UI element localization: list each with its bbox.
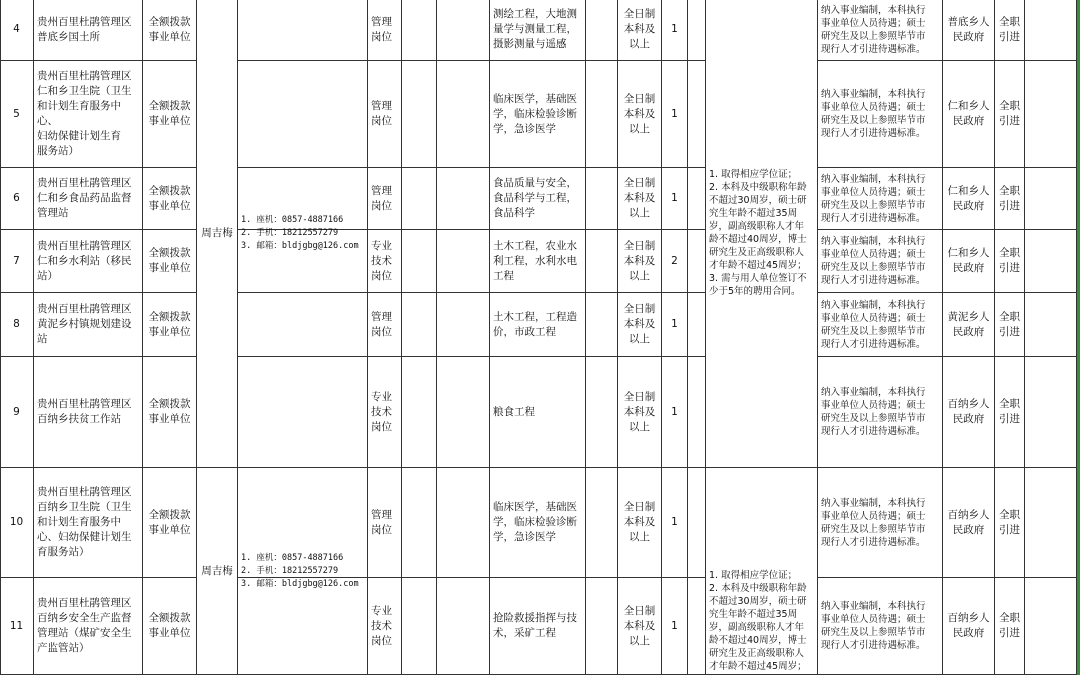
empty-cell	[402, 468, 437, 578]
empty-cell	[1025, 357, 1077, 468]
major-requirement: 临床医学，基础医 学，临床检验诊断 学，急诊医学	[490, 468, 586, 578]
empty-cell	[586, 578, 618, 675]
post-category: 专业 技术 岗位	[368, 578, 402, 675]
education-requirement: 全日制 本科及 以上	[618, 578, 662, 675]
post-category: 专业 技术 岗位	[368, 357, 402, 468]
responsible-department: 普底乡人 民政府	[943, 0, 995, 61]
education-requirement: 全日制 本科及 以上	[618, 357, 662, 468]
empty-cell	[1025, 293, 1077, 357]
education-requirement: 全日制 本科及 以上	[618, 0, 662, 61]
empty-cell	[402, 230, 437, 293]
recruit-method: 全职 引进	[995, 230, 1025, 293]
empty-cell	[402, 0, 437, 61]
empty-cell	[437, 61, 490, 168]
row-number: 11	[0, 578, 34, 675]
responsible-department: 百纳乡人 民政府	[943, 578, 995, 675]
employer-unit: 贵州百里杜鹃管理区 普底乡国土所	[34, 0, 143, 61]
empty-cell	[688, 230, 706, 293]
empty-cell	[1025, 230, 1077, 293]
empty-cell	[688, 468, 706, 578]
major-requirement: 临床医学，基础医 学，临床检验诊断 学，急诊医学	[490, 61, 586, 168]
education-requirement: 全日制 本科及 以上	[618, 230, 662, 293]
major-requirement: 食品质量与安全， 食品科学与工程， 食品科学	[490, 168, 586, 230]
empty-cell	[586, 468, 618, 578]
empty-cell	[437, 168, 490, 230]
empty-cell	[1025, 61, 1077, 168]
table-left-border	[0, 0, 1, 675]
unit-type: 全额拨款 事业单位	[143, 357, 197, 468]
empty-cell	[586, 293, 618, 357]
major-requirement: 抢险救援指挥与技 术，采矿工程	[490, 578, 586, 675]
empty-cell	[1025, 168, 1077, 230]
empty-cell	[1025, 0, 1077, 61]
responsible-department: 黄泥乡人 民政府	[943, 293, 995, 357]
empty-cell	[586, 168, 618, 230]
recruit-method: 全职 引进	[995, 168, 1025, 230]
post-category: 专业 技术 岗位	[368, 230, 402, 293]
post-category: 管理 岗位	[368, 168, 402, 230]
row-number: 4	[0, 0, 34, 61]
recruit-count: 1	[662, 168, 688, 230]
recruit-method: 全职 引进	[995, 61, 1025, 168]
empty-cell	[688, 357, 706, 468]
row-number: 7	[0, 230, 34, 293]
empty-cell	[688, 0, 706, 61]
empty-cell	[1025, 468, 1077, 578]
treatment-terms: 纳入事业编制，本科执行 事业单位人员待遇；硕士 研究生及以上参照毕节市 现行人才引进待遇标准。	[818, 468, 943, 578]
empty-cell	[437, 357, 490, 468]
recruit-count: 1	[662, 293, 688, 357]
unit-type: 全额拨款 事业单位	[143, 468, 197, 578]
recruit-count: 1	[662, 0, 688, 61]
contact-details: 1. 座机：0857-4887166 2. 手机：18212557279 3. 邮箱：bldjgbg@126.com	[238, 468, 368, 675]
treatment-terms: 纳入事业编制，本科执行 事业单位人员待遇；硕士 研究生及以上参照毕节市 现行人才引进待遇标准。	[818, 578, 943, 675]
applicant-requirements: 1. 取得相应学位证； 2. 本科及中级职称年龄 不超过30周岁，硕士研 究生年龄不超过35周 岁，副高级职称人才年 龄不超过40周岁，博士 研究生及正高级职称人 才年龄不超过45周岁； 3. 需与用人单位签订不 少于5年的聘用合同。	[706, 0, 818, 468]
recruit-count: 2	[662, 230, 688, 293]
empty-cell	[402, 61, 437, 168]
empty-cell	[586, 230, 618, 293]
empty-cell	[402, 357, 437, 468]
employer-unit: 贵州百里杜鹃管理区 仁和乡卫生院（卫生 和计划生育服务中心、 妇幼保健计划生育 服务站）	[34, 61, 143, 168]
treatment-terms: 纳入事业编制，本科执行 事业单位人员待遇；硕士 研究生及以上参照毕节市 现行人才引进待遇标准。	[818, 61, 943, 168]
recruit-count: 1	[662, 468, 688, 578]
applicant-requirements: 1. 取得相应学位证； 2. 本科及中级职称年龄 不超过30周岁，硕士研 究生年龄不超过35周 岁，副高级职称人才年 龄不超过40周岁，博士 研究生及正高级职称人 才年龄不超过45周岁；	[706, 468, 818, 675]
employer-unit: 贵州百里杜鹃管理区 仁和乡水利站（移民 站）	[34, 230, 143, 293]
major-requirement: 土木工程，工程造 价，市政工程	[490, 293, 586, 357]
responsible-department: 百纳乡人 民政府	[943, 468, 995, 578]
employer-unit: 贵州百里杜鹃管理区 百纳乡安全生产监督 管理站（煤矿安全生 产监管站）	[34, 578, 143, 675]
post-category: 管理 岗位	[368, 293, 402, 357]
recruit-count: 1	[662, 61, 688, 168]
empty-cell	[688, 168, 706, 230]
responsible-department: 仁和乡人 民政府	[943, 168, 995, 230]
empty-cell	[437, 230, 490, 293]
recruit-count: 1	[662, 578, 688, 675]
education-requirement: 全日制 本科及 以上	[618, 468, 662, 578]
recruit-method: 全职 引进	[995, 357, 1025, 468]
contact-person: 周吉梅	[197, 468, 238, 675]
treatment-terms: 纳入事业编制，本科执行 事业单位人员待遇；硕士 研究生及以上参照毕节市 现行人才引进待遇标准。	[818, 168, 943, 230]
post-category: 管理 岗位	[368, 468, 402, 578]
row-number: 10	[0, 468, 34, 578]
major-requirement: 测绘工程，大地测 量学与测量工程， 摄影测量与遥感	[490, 0, 586, 61]
unit-type: 全额拨款 事业单位	[143, 293, 197, 357]
education-requirement: 全日制 本科及 以上	[618, 168, 662, 230]
empty-cell	[402, 168, 437, 230]
empty-cell	[437, 0, 490, 61]
responsible-department: 仁和乡人 民政府	[943, 61, 995, 168]
contact-details: 1. 座机：0857-4887166 2. 手机：18212557279 3. 邮箱：bldjgbg@126.com	[238, 0, 368, 468]
row-number: 6	[0, 168, 34, 230]
major-requirement: 土木工程，农业水 利工程，水利水电 工程	[490, 230, 586, 293]
responsible-department: 仁和乡人 民政府	[943, 230, 995, 293]
recruit-method: 全职 引进	[995, 293, 1025, 357]
empty-cell	[586, 61, 618, 168]
empty-cell	[437, 293, 490, 357]
treatment-terms: 纳入事业编制，本科执行 事业单位人员待遇；硕士 研究生及以上参照毕节市 现行人才引进待遇标准。	[818, 0, 943, 61]
empty-cell	[1025, 578, 1077, 675]
empty-cell	[437, 468, 490, 578]
recruit-count: 1	[662, 357, 688, 468]
empty-cell	[437, 578, 490, 675]
empty-cell	[586, 0, 618, 61]
recruit-method: 全职 引进	[995, 468, 1025, 578]
post-category: 管理 岗位	[368, 61, 402, 168]
unit-type: 全额拨款 事业单位	[143, 230, 197, 293]
empty-cell	[688, 61, 706, 168]
employer-unit: 贵州百里杜鹃管理区 仁和乡食品药品监督 管理站	[34, 168, 143, 230]
empty-cell	[402, 578, 437, 675]
empty-cell	[586, 357, 618, 468]
treatment-terms: 纳入事业编制，本科执行 事业单位人员待遇；硕士 研究生及以上参照毕节市 现行人才引进待遇标准。	[818, 357, 943, 468]
row-number: 5	[0, 61, 34, 168]
unit-type: 全额拨款 事业单位	[143, 0, 197, 61]
treatment-terms: 纳入事业编制，本科执行 事业单位人员待遇；硕士 研究生及以上参照毕节市 现行人才引进待遇标准。	[818, 293, 943, 357]
employer-unit: 贵州百里杜鹃管理区 百纳乡卫生院（卫生 和计划生育服务中 心、妇幼保健计划生 育服务站）	[34, 468, 143, 578]
responsible-department: 百纳乡人 民政府	[943, 357, 995, 468]
employer-unit: 贵州百里杜鹃管理区 百纳乡扶贫工作站	[34, 357, 143, 468]
empty-cell	[402, 293, 437, 357]
major-requirement: 粮食工程	[490, 357, 586, 468]
education-requirement: 全日制 本科及 以上	[618, 293, 662, 357]
empty-cell	[688, 293, 706, 357]
treatment-terms: 纳入事业编制，本科执行 事业单位人员待遇；硕士 研究生及以上参照毕节市 现行人才引进待遇标准。	[818, 230, 943, 293]
contact-person: 周吉梅	[197, 0, 238, 468]
recruit-method: 全职 引进	[995, 578, 1025, 675]
education-requirement: 全日制 本科及 以上	[618, 61, 662, 168]
employer-unit: 贵州百里杜鹃管理区 黄泥乡村镇规划建设 站	[34, 293, 143, 357]
unit-type: 全额拨款 事业单位	[143, 61, 197, 168]
row-number: 9	[0, 357, 34, 468]
post-category: 管理 岗位	[368, 0, 402, 61]
row-number: 8	[0, 293, 34, 357]
empty-cell	[688, 578, 706, 675]
recruit-method: 全职 引进	[995, 0, 1025, 61]
unit-type: 全额拨款 事业单位	[143, 168, 197, 230]
unit-type: 全额拨款 事业单位	[143, 578, 197, 675]
